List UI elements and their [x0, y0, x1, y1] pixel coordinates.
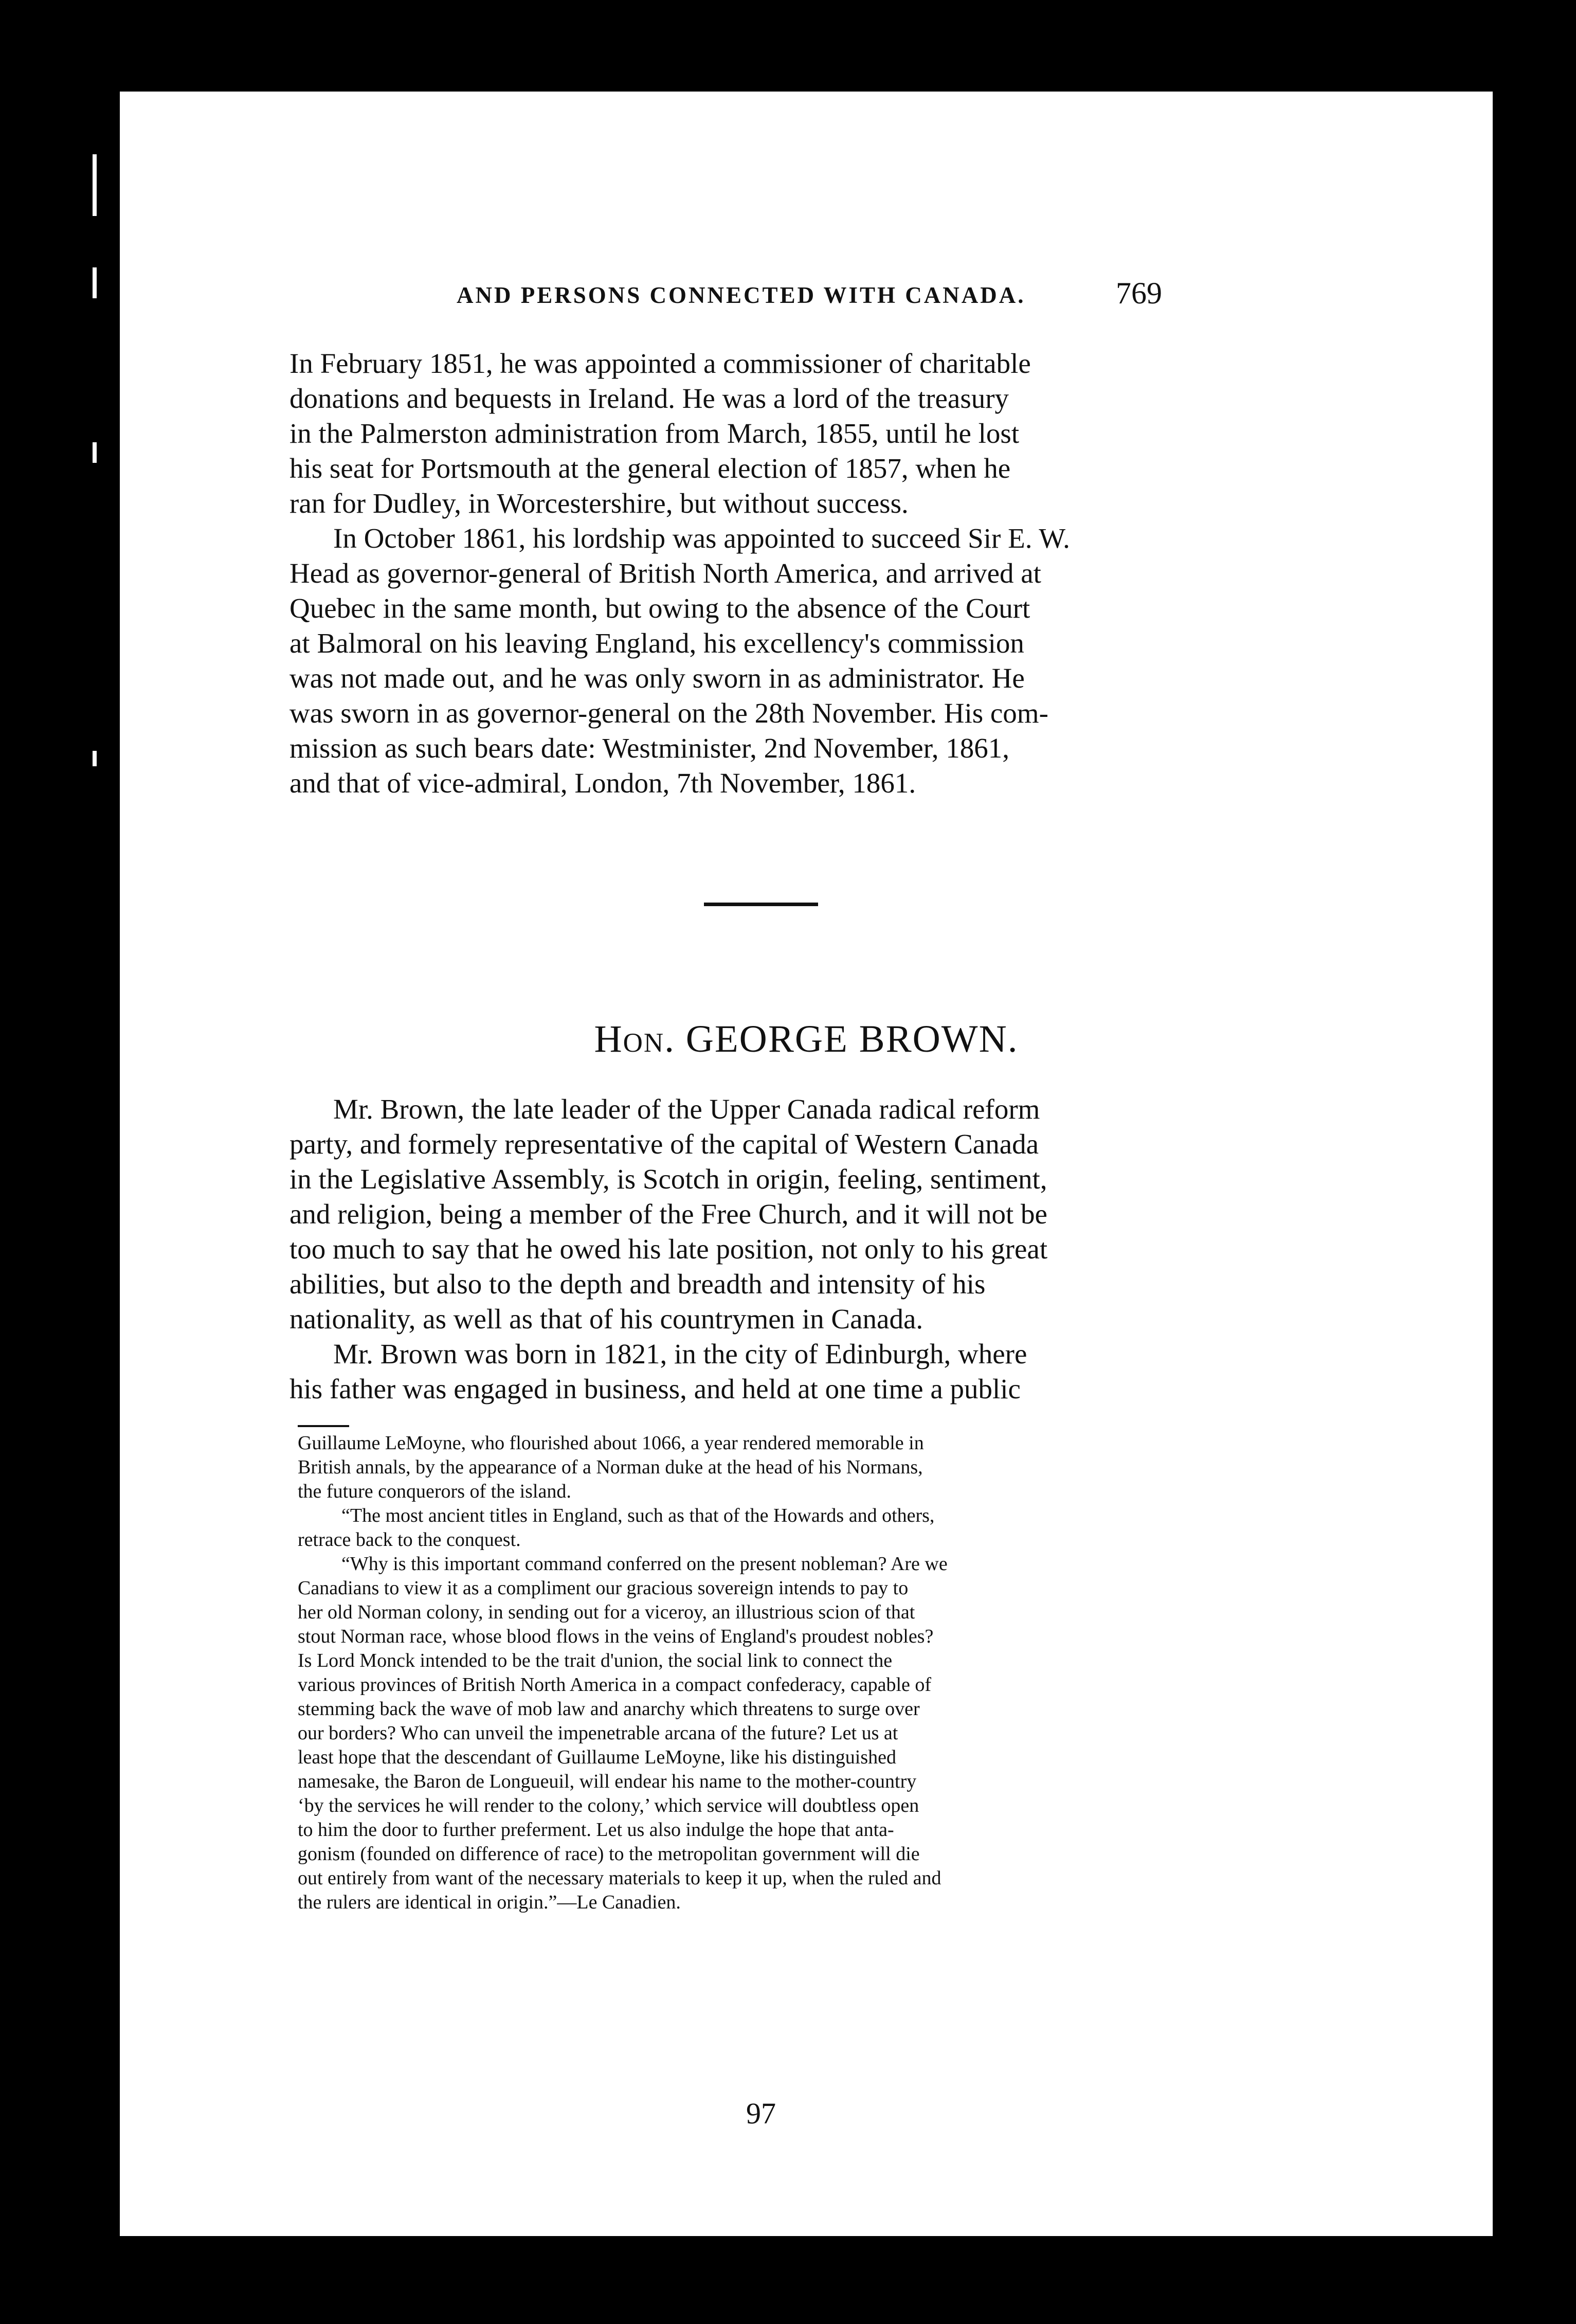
- text-line: In October 1861, his lordship was appointed to succeed Sir E. W.: [333, 523, 1070, 554]
- footnote-line: least hope that the descendant of Guillaume LeMoyne, like his distinguished: [298, 1746, 897, 1768]
- text-line: Mr. Brown, the late leader of the Upper Canada radical reform: [333, 1093, 1040, 1125]
- footnote-line: our borders? Who can unveil the impenetrable arcana of the future? Let us at: [298, 1722, 898, 1744]
- text-line: in the Palmerston administration from March, 1855, until he lost: [289, 418, 1020, 449]
- page-number: 769: [1116, 276, 1162, 310]
- footnote-line: the future conquerors of the island.: [298, 1481, 571, 1502]
- text-line: party, and formely representative of the capital of Western Canada: [289, 1128, 1039, 1160]
- text-line: too much to say that he owed his late position, not only to his great: [289, 1233, 1048, 1265]
- text-line: was sworn in as governor-general on the 28th November. His com-: [289, 697, 1048, 729]
- footnote-le-canadien: [298, 1552, 1254, 1915]
- text-line: in the Legislative Assembly, is Scotch in origin, feeling, sentiment,: [289, 1163, 1047, 1195]
- paragraph-brown-intro: [289, 1092, 1259, 1337]
- paragraph-governor-general: [289, 521, 1259, 801]
- text-line: and that of vice-admiral, London, 7th November, 1861.: [289, 767, 916, 799]
- footnote-line: retrace back to the conquest.: [298, 1529, 521, 1551]
- text-line: at Balmoral on his leaving England, his excellency's commission: [289, 627, 1024, 659]
- section-heading: Hon. GEORGE BROWN.: [594, 1018, 1019, 1060]
- footnote-rule: [298, 1425, 349, 1427]
- footnote-line: various provinces of British North America in a compact confederacy, capable of: [298, 1674, 932, 1696]
- text-line: and religion, being a member of the Free Church, and it will not be: [289, 1198, 1047, 1230]
- text-line: ran for Dudley, in Worcestershire, but without success.: [289, 488, 909, 519]
- text-line: Mr. Brown was born in 1821, in the city of Edinburgh, where: [333, 1338, 1027, 1370]
- footnote-line: “The most ancient titles in England, such as that of the Howards and others,: [341, 1505, 935, 1526]
- running-head: [120, 276, 1493, 322]
- footnote-titles: [298, 1504, 1254, 1552]
- book-page: [120, 92, 1493, 2236]
- footnote-line: Is Lord Monck intended to be the trait d'union, the social link to connect the: [298, 1650, 893, 1671]
- footnote-lemoyne: [298, 1431, 1254, 1504]
- footnote-line: Guillaume LeMoyne, who flourished about 1066, a year rendered memorable in: [298, 1432, 924, 1454]
- paragraph-appointments: [289, 346, 1259, 521]
- paragraph-brown-birth: [289, 1337, 1259, 1407]
- footnote-line: Canadians to view it as a compliment our gracious sovereign intends to pay to: [298, 1577, 909, 1599]
- footnote-line: British annals, by the appearance of a Norman duke at the head of his Normans,: [298, 1456, 923, 1478]
- footnote-line: stout Norman race, whose blood flows in the veins of England's proudest nobles?: [298, 1626, 934, 1647]
- text-line: In February 1851, he was appointed a commissioner of charitable: [289, 348, 1031, 379]
- text-line: his seat for Portsmouth at the general election of 1857, when he: [289, 453, 1011, 484]
- footnote-line: ‘by the services he will render to the colony,’ which service will doubtless open: [298, 1795, 919, 1816]
- text-line: his father was engaged in business, and held at one time a public: [289, 1373, 1021, 1404]
- text-line: Quebec in the same month, but owing to the absence of the Court: [289, 592, 1030, 624]
- text-line: was not made out, and he was only sworn in as administrator. He: [289, 662, 1025, 694]
- footnote-line: out entirely from want of the necessary materials to keep it up, when the ruled and: [298, 1867, 941, 1889]
- text-line: donations and bequests in Ireland. He was a lord of the treasury: [289, 383, 1009, 414]
- footnote-line: her old Norman colony, in sending out for a viceroy, an illustrious scion of that: [298, 1601, 915, 1623]
- footnote-line: to him the door to further preferment. Let us also indulge the hope that anta-: [298, 1819, 894, 1841]
- scan-edge-marks: [82, 134, 113, 2139]
- text-line: abilities, but also to the depth and breadth and intensity of his: [289, 1268, 986, 1300]
- section-divider: [704, 903, 818, 906]
- footnote-line: gonism (founded on difference of race) to the metropolitan government will die: [298, 1843, 920, 1865]
- footnote-line: namesake, the Baron de Longueuil, will endear his name to the mother-country: [298, 1771, 917, 1792]
- footnote-line: stemming back the wave of mob law and anarchy which threatens to surge over: [298, 1698, 920, 1720]
- footnote-line: “Why is this important command conferred on the present nobleman? Are we: [341, 1553, 948, 1575]
- text-line: mission as such bears date: Westminister, 2nd November, 1861,: [289, 732, 1010, 764]
- footnote-line: the rulers are identical in origin.”—Le Canadien.: [298, 1891, 681, 1913]
- text-line: nationality, as well as that of his countrymen in Canada.: [289, 1303, 923, 1335]
- text-line: Head as governor-general of British North America, and arrived at: [289, 557, 1041, 589]
- running-title: AND PERSONS CONNECTED WITH CANADA.: [457, 282, 1026, 308]
- folio-number: 97: [746, 2097, 776, 2130]
